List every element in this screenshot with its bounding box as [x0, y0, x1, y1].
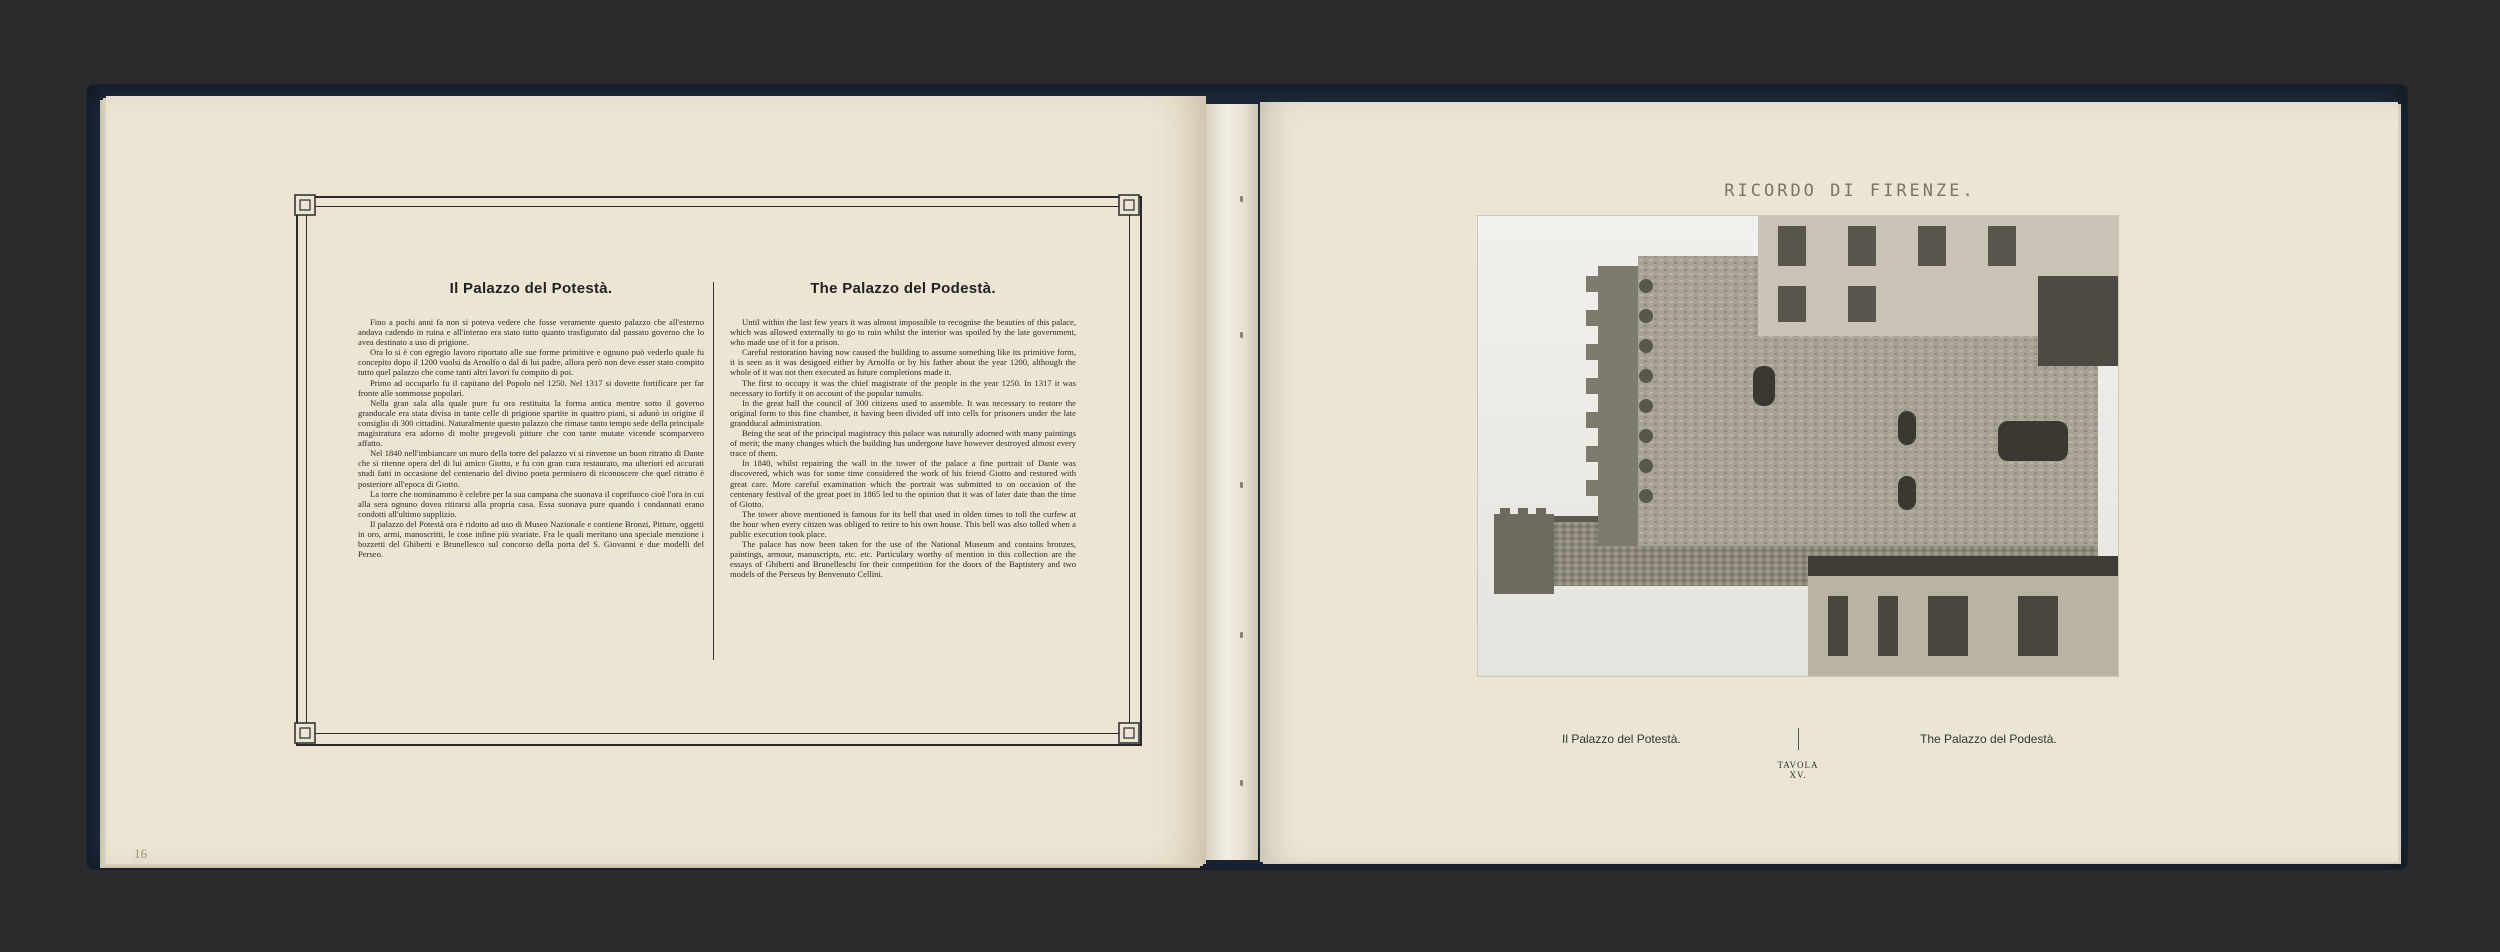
- english-paragraph: Being the seat of the principal magistracy this palace was naturally adorned with many paintings of merit; the many changes which the building has undergone have however destroyed almost every trace of them.: [730, 428, 1076, 459]
- english-heading: The Palazzo del Podestà.: [810, 280, 996, 297]
- page-number: 16: [134, 846, 147, 861]
- english-paragraph: The first to occupy it was the chief magistrate of the people in the year 1250. In 1317 it was necessary to fortify it on account of the popular tumults.: [730, 377, 1076, 398]
- italian-text-column: [358, 280, 704, 559]
- plate-number: TAVOLA XV.: [1777, 760, 1819, 780]
- italian-paragraph: Nella gran sala alla quale pure fu ora restituita la forma antica mentre sotto il governo granducale era stata divisa in tante celle di prigione spartite in quattro piani, si adunò in origine il consiglio di 300 cittadini. Naturalmente questo palazzo che rimase tanto tempo sede della principale magistratura era adorno di molte pregevoli pitture che con tante mutate vicende scomparvero affatto.: [358, 397, 704, 449]
- english-text-column: [730, 280, 1076, 579]
- italian-paragraph: Primo ad occuparlo fu il capitano del Popolo nel 1250. Nel 1317 si dovette fortificare per far fronte alle sommosse popolari.: [358, 377, 704, 398]
- binding-gutter: [1206, 104, 1258, 860]
- english-paragraph: The tower above mentioned is famous for its bell that used in olden times to toll the curfew at the hour when every citizen was obliged to retire to his own house. This bell was also tolled when a public execution took place.: [730, 508, 1076, 539]
- frame-corner-ornament-icon: [294, 194, 316, 216]
- frame-corner-ornament-icon: [1118, 722, 1140, 744]
- italian-paragraph: Il palazzo del Potestà ora è ridotto ad uso di Museo Nazionale e contiene Bronzi, Pitture, oggetti in oro, armi, manoscritti, le cose infine più svariate. Fra le quali meritano una speciale menzione i bozzetti del Ghiberti e Brunellesco sul concorso della porta del S. Giovanni e due modelli del Perseo.: [358, 518, 704, 560]
- english-paragraph: In the great hall the council of 300 citizens used to assemble. It was necessary to restore the original form to this fine chamber, it having been divided off into cells for prisoners under the late grandducal administration.: [730, 397, 1076, 428]
- italian-paragraph: Fino a pochi anni fa non si poteva vedere che fosse veramente questo palazzo che all'esterno andava cadendo in ruina e all'interno era stato tutto quanto trasfigurato dal passato governo che lo avea destinato a uso di prigione.: [358, 317, 704, 348]
- english-paragraph: The palace has now been taken for the use of the National Museum and contains bronzes, paintings, armour, manuscripts, etc. etc. Particulary worthy of mention in this collection are the essays of Ghiberti and Brunelleschi for their competition for the doors of the Baptistery and two models of the Perseus by Benvenuto Cellini.: [730, 539, 1076, 580]
- english-paragraph: Careful restoration having now caused the building to assume something like its primitive form, it is seen as it was designed either by Arnolfo or by his father about the year 1200, although the whole of it was not then executed as future completions made it.: [730, 347, 1076, 378]
- english-paragraph: Until within the last few years it was almost impossible to recognise the beauties of this palace, which was allowed externally to go to ruin whilst the interior was spoiled by the late government, who made use of it for a prison.: [730, 317, 1076, 348]
- italian-heading: Il Palazzo del Potestà.: [449, 280, 613, 297]
- palazzo-photo-icon: [1478, 216, 2118, 676]
- column-divider: [713, 282, 714, 660]
- italian-paragraph: Ora lo si è con egregio lavoro riportato alle sue forme primitive e ognuno può vederlo quale fu concepito dopo il 1200 vuolsi da Arnolfo o dal di lui padre, allora però non deve esser stato compito tutto quel palazzo che come tanti altri lavori fu compito di poi.: [358, 347, 704, 378]
- album-title: RICORDO DI FIRENZE.: [1724, 181, 1976, 201]
- caption-english: The Palazzo del Podestà.: [1920, 732, 2057, 746]
- caption-divider: [1798, 728, 1799, 750]
- frame-corner-ornament-icon: [294, 722, 316, 744]
- english-paragraph: In 1840, whilst repairing the wall in the tower of the palace a fine portrait of Dante was discovered, which was for some time considered the work of his friend Giotto and restored with great care. More careful examination which the portrait was submitted to on occasion of the centenary festival of the great poet in 1865 led to the opinion that it was of later date than the time of Giotto.: [730, 458, 1076, 509]
- italian-paragraph: Nel 1840 nell'imbiancare un muro della torre del palazzo vi si rinvenne un buon ritratto di Dante che si ritenne opera del di lui amico Giotto, e fu con gran cura restaurato, ma ulteriori ed accurati studi fatti in occasione del centenario del divino poeta permisero di riconoscere che quel ritratto è posteriore all'epoca di Giotto.: [358, 448, 704, 489]
- caption-italian: Il Palazzo del Potestà.: [1562, 732, 1681, 746]
- italian-paragraph: La torre che nominammo è celebre per la sua campana che suonava il coprifuoco cioè l'ora in cui alla sera ognuno dovea ritirarsi alla propria casa. Essa suonava pure quando i condannati erano condotti all'ultimo supplizio.: [358, 488, 704, 519]
- frame-corner-ornament-icon: [1118, 194, 1140, 216]
